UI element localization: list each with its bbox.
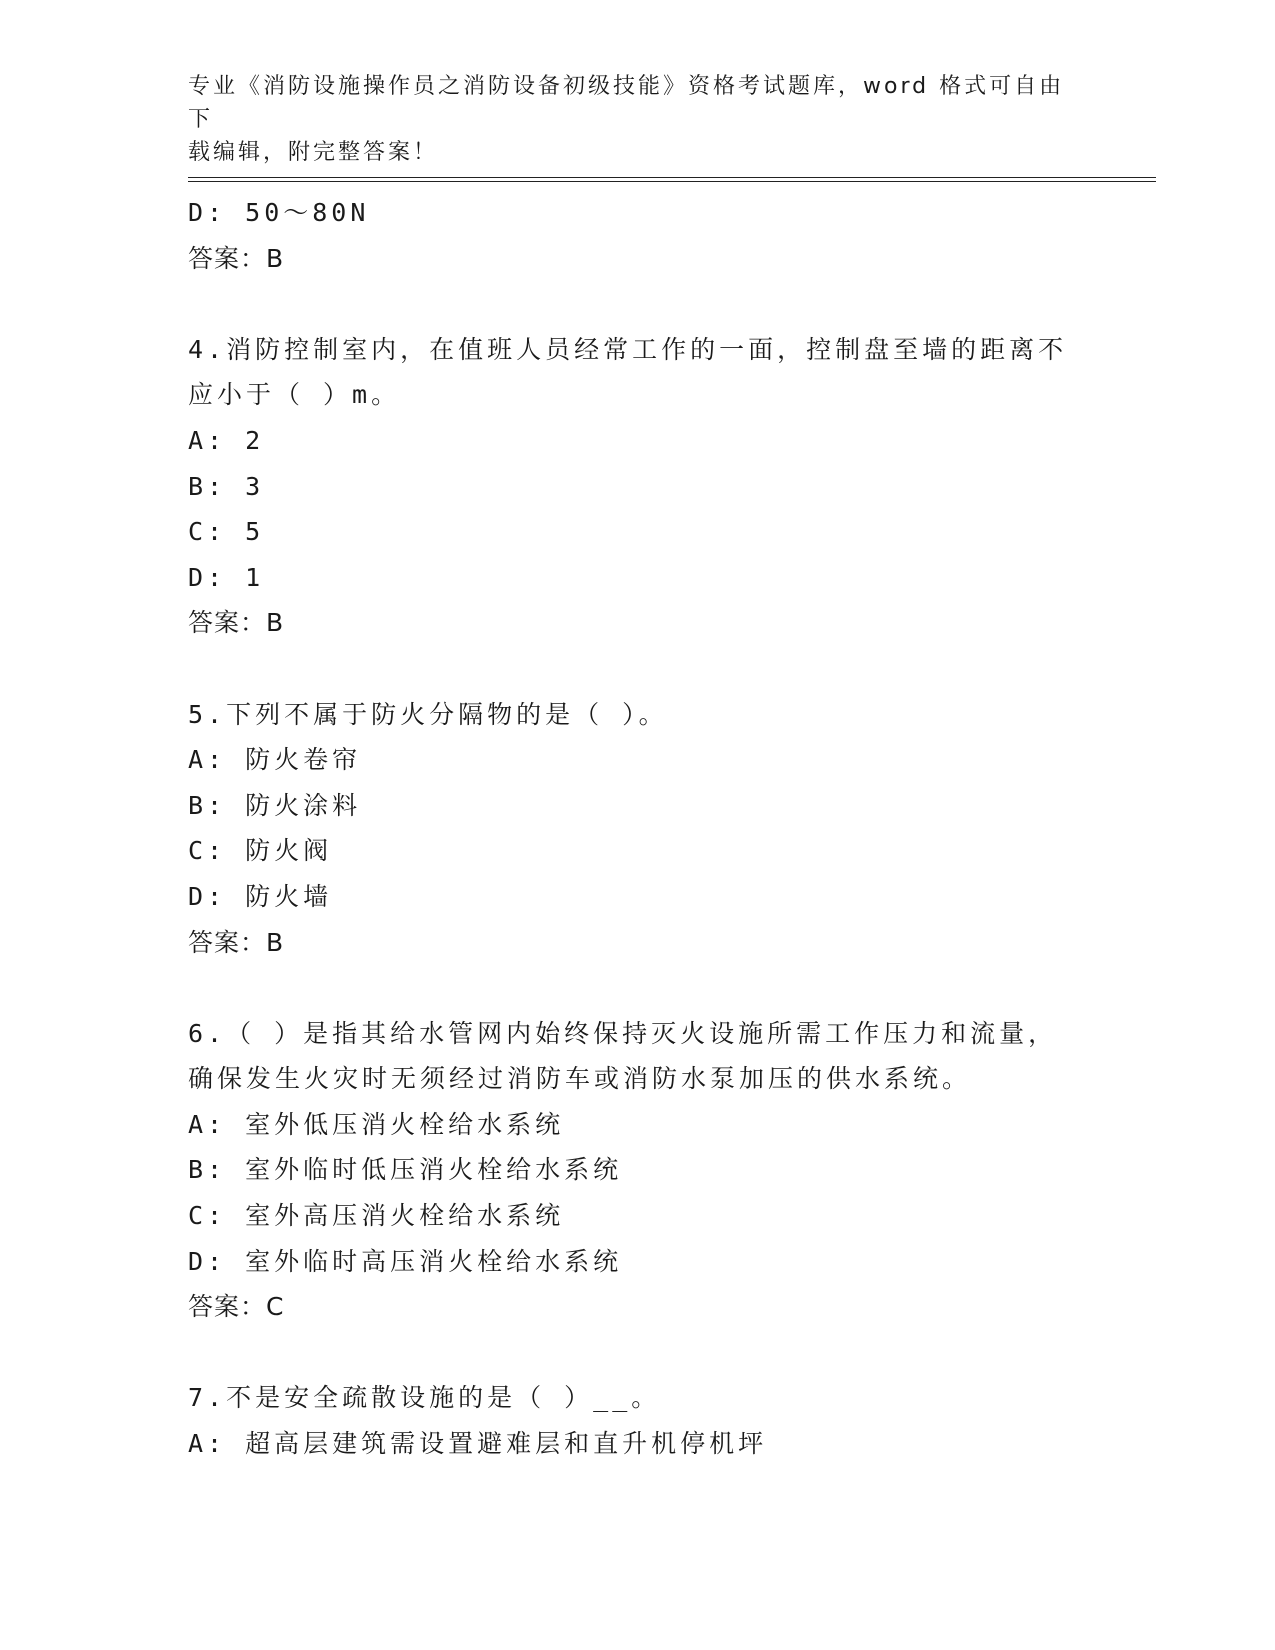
question-list <box>188 190 1156 1467</box>
question-5 <box>188 692 1156 966</box>
question-4 <box>188 327 1156 646</box>
option-d: D: 50～80N <box>188 198 370 227</box>
option-c: C: 5 <box>188 517 265 547</box>
question-text: 7.不是安全疏散设施的是（ ）__。 <box>188 1383 661 1413</box>
spacer <box>188 1330 1156 1376</box>
option-c: C: 防火阀 <box>188 836 333 866</box>
question-6 <box>188 1011 1156 1330</box>
question-7 <box>188 1375 1156 1466</box>
option-d: D: 室外临时高压消火栓给水系统 <box>188 1246 623 1276</box>
spacer <box>188 281 1156 327</box>
question-text: 应小于（ ）m。 <box>188 380 401 410</box>
spacer <box>188 965 1156 1011</box>
header-divider-top <box>188 177 1156 178</box>
option-b: B: 3 <box>188 471 265 501</box>
option-d: D: 1 <box>188 562 265 592</box>
question-text: 确保发生火灾时无须经过消防车或消防水泵加压的供水系统。 <box>188 1064 972 1094</box>
option-b: B: 室外临时低压消火栓给水系统 <box>188 1155 623 1185</box>
answer-line: 答案：C <box>188 1292 285 1322</box>
option-b: B: 防火涂料 <box>188 790 362 820</box>
option-a: A: 2 <box>188 425 265 455</box>
header-line-1: 专业《消防设施操作员之消防设备初级技能》资格考试题库，word 格式可自由下 <box>188 74 1065 132</box>
answer-line: 答案：B <box>188 243 285 273</box>
question-text: 4.消防控制室内，在值班人员经常工作的一面，控制盘至墙的距离不 <box>188 334 1068 364</box>
option-a: A: 防火卷帘 <box>188 745 362 775</box>
question-text: 6.（ ）是指其给水管网内始终保持灭火设施所需工作压力和流量， <box>188 1018 1058 1048</box>
option-a: A: 超高层建筑需设置避难层和直升机停机坪 <box>188 1429 768 1459</box>
document-header <box>188 70 1068 169</box>
spacer <box>188 646 1156 692</box>
answer-line: 答案：B <box>188 927 285 957</box>
header-line-2: 载编辑，附完整答案！ <box>188 140 439 165</box>
header-divider-bottom <box>188 181 1156 182</box>
option-d: D: 防火墙 <box>188 881 333 911</box>
option-c: C: 室外高压消火栓给水系统 <box>188 1201 565 1231</box>
answer-line: 答案：B <box>188 608 285 638</box>
option-a: A: 室外低压消火栓给水系统 <box>188 1109 565 1139</box>
question-text: 5.下列不属于防火分隔物的是（ ）。 <box>188 699 668 729</box>
